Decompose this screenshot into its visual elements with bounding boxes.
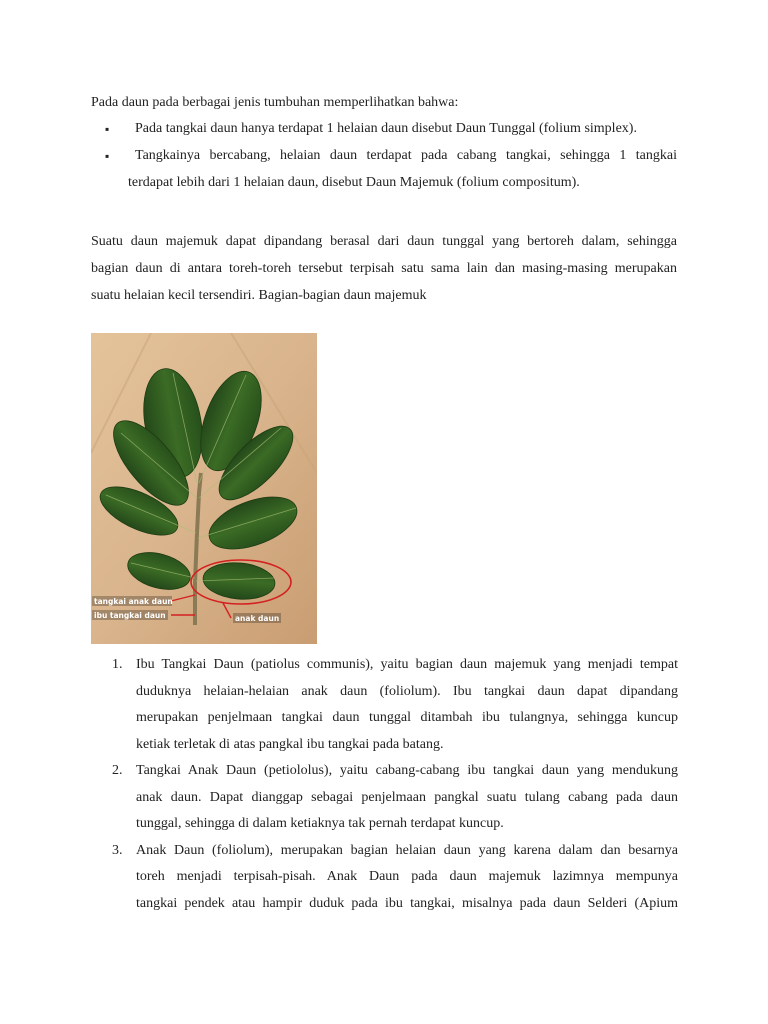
list-line: tangkai pendek atau hampir duduk pada ibu tangkai, misalnya pada daun Selderi (Apium [136, 895, 678, 911]
label-tangkai-anak-daun: tangkai anak daun [94, 597, 173, 606]
body-paragraph [91, 228, 677, 309]
list-line: Ibu Tangkai Daun (patiolus communis), yaitu bagian daun majemuk yang menjadi tempat [136, 657, 678, 672]
bullet-text: Tangkainya bercabang, helaian daun terdapat pada cabang tangkai, sehingga 1 tangkai [135, 148, 677, 163]
numbered-list [112, 652, 678, 917]
list-line: ketiak terletak di atas pangkal ibu tangkai pada batang. [136, 736, 444, 752]
compound-leaf-photo [91, 333, 317, 644]
paragraph-line: Suatu daun majemuk dapat dipandang berasal dari daun tunggal yang bertoreh dalam, sehingga [91, 234, 677, 249]
intro-text: Pada daun pada berbagai jenis tumbuhan memperlihatkan bahwa: [91, 95, 459, 110]
list-number: 3. [112, 842, 123, 858]
paragraph-line: bagian daun di antara toreh-toreh tersebut terpisah satu sama lain dan masing-masing merupakan [91, 261, 677, 276]
list-item [112, 758, 678, 838]
list-line: tunggal, sehingga di dalam ketiaknya tak pernah terdapat kuncup. [136, 816, 504, 831]
label-anak-daun: anak daun [235, 614, 280, 623]
label-ibu-tangkai-daun: ibu tangkai daun [94, 611, 166, 620]
list-line: toreh menjadi terpisah-pisah. Anak Daun pada daun majemuk lazimnya mempunya [136, 869, 678, 884]
paragraph-line: suatu helaian kecil tersendiri. Bagian-bagian daun majemuk [91, 288, 427, 303]
bullet-text: Pada tangkai daun hanya terdapat 1 helaian daun disebut Daun Tunggal (folium simplex). [135, 121, 637, 136]
list-line: Anak Daun (foliolum), merupakan bagian helaian daun yang karena dalam dan besarnya [136, 842, 678, 858]
list-line: anak daun. Dapat dianggap sebagai penjelmaan pangkal suatu tulang cabang pada daun [136, 789, 678, 805]
bullet-text: terdapat lebih dari 1 helaian daun, disebut Daun Majemuk (folium compositum). [128, 175, 580, 190]
list-number: 1. [112, 657, 123, 672]
square-bullet-icon: ▪ [105, 122, 110, 136]
list-item [112, 652, 678, 758]
list-item [112, 838, 678, 918]
square-bullet-icon: ▪ [105, 149, 110, 163]
list-line: duduknya helaian-helaian anak daun (foliolum). Ibu tangkai daun dapat dipandang [136, 683, 678, 699]
list-line: merupakan penjelmaan tangkai daun tunggal ditambah ibu tulangnya, sehingga kuncup [136, 710, 678, 725]
list-line: Tangkai Anak Daun (petiololus), yaitu cabang-cabang ibu tangkai daun yang mendukung [136, 763, 678, 778]
list-number: 2. [112, 763, 123, 778]
